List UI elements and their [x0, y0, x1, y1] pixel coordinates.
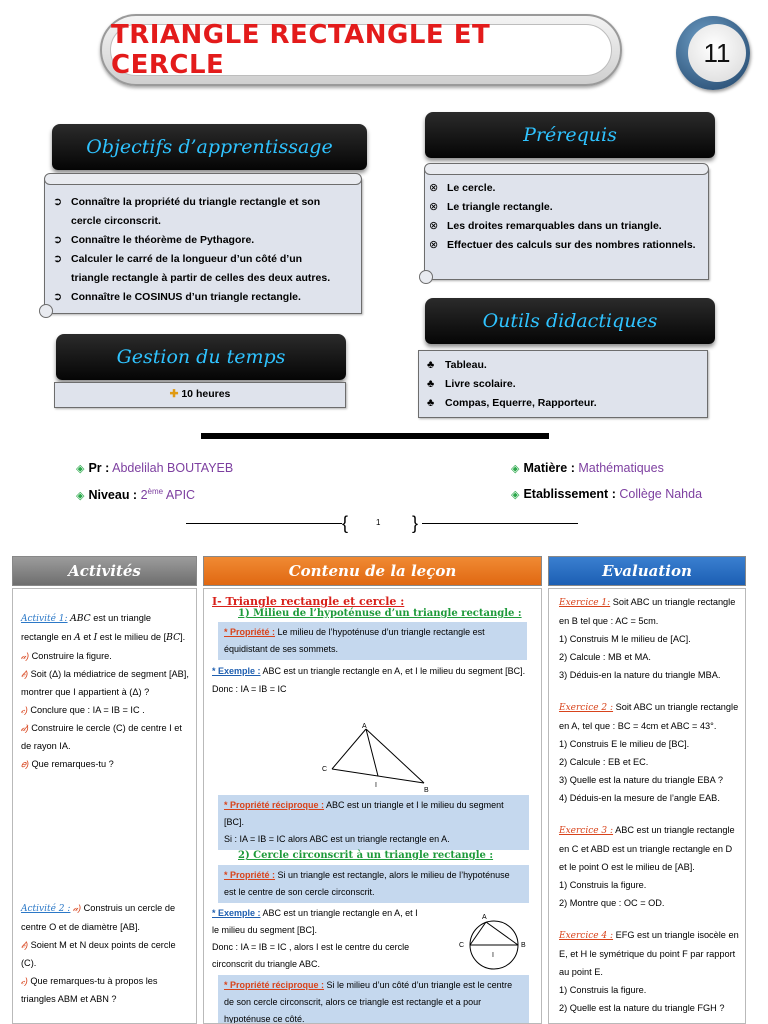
list-item: ⊗ Le cercle. [427, 179, 702, 198]
diamond-icon: ◈ [76, 463, 85, 475]
reciprocal-box-2: * Propriété réciproque : Si le milieu d’un côté d’un triangle est le centre de son cercle circonscrit, alors ce triangle est rectangle et a pour hypoténuse ce côté. [218, 975, 529, 1024]
exercise-2-label: Exercice 2 : [559, 703, 614, 713]
objectifs-header [52, 124, 367, 170]
arrow-icon: ➲ [53, 291, 63, 303]
svg-text:A: A [362, 723, 367, 730]
prof-info: ◈ Pr : Abdelilah BOUTAYEB [76, 461, 234, 475]
exercise-1-label: Exercice 1: [559, 598, 611, 608]
objectifs-list [51, 193, 341, 307]
chapter-badge [676, 16, 750, 90]
clock-icon: ✚ [169, 388, 179, 400]
svg-text:C: C [459, 942, 465, 949]
exercise-3-label: Exercice 3 : [559, 826, 614, 836]
diamond-icon: ◈ [511, 489, 520, 501]
diamond-icon: ◈ [511, 463, 520, 475]
contenu-header: Contenu de la leçon [203, 556, 542, 586]
activites-header: Activités [12, 556, 197, 586]
activites-column: Activité 1: ABC est un triangle rectangle en A et I est le milieu de [BC]. 𝒶) Construire la figure. 𝒷) Soit (Δ) la médiatrice de segment [AB], montrer que I appartient à (Δ) ? 𝒸) Conclure que : IA = IB = IC . 𝒹) Construire le cercle (C) de centre I et de rayon IA. 𝑒) Que remarques-tu ? Activité 2 : 𝒶) Construis un cercle de centre O et de diamètre [AB]. 𝒷) Soient M et N deux points de cercle (C). 𝒸) Que remarques-tu à propos les triangles ABM et ABN ? [12, 588, 197, 1024]
circled-x-icon: ⊗ [429, 201, 439, 213]
arrow-icon: ➲ [53, 196, 63, 208]
subsection-1: 1) Milieu de l’hypoténuse d’un triangle rectangle : [238, 608, 522, 619]
list-item: ⊗ Les droites remarquables dans un triangle. [427, 217, 702, 236]
prerequis-scroll [424, 168, 709, 280]
outils-scroll [418, 350, 708, 418]
reciprocal-box-1: * Propriété réciproque : ABC est un triangle et I le milieu du segment [BC]. Si : IA = IB = IC alors ABC est un triangle rectangle en A. [218, 795, 529, 850]
list-item: ➲ Connaître le théorème de Pythagore. [51, 231, 341, 250]
svg-text:C: C [322, 766, 328, 773]
activity-2-label: Activité 2 : [21, 904, 71, 914]
conclusion-2: Donc : IA = IB = IC , alors I est le centre du cercle circonscrit du triangle ABC. [212, 942, 410, 969]
page-title: TRIANGLE RECTANGLE ET CERCLE [111, 20, 491, 80]
list-item: ⊗ Le triangle rectangle. [427, 198, 702, 217]
arrow-icon: ➲ [53, 253, 63, 265]
exercise-4-label: Exercice 4 : [559, 931, 614, 941]
list-item: ⊗ Effectuer des calculs sur des nombres rationnels. [427, 236, 702, 255]
list-item: ♣ Livre scolaire. [425, 375, 597, 394]
svg-text:I: I [492, 952, 494, 959]
arrow-icon: ➲ [53, 234, 63, 246]
list-item: ➲ Connaître le COSINUS d’un triangle rectangle. [51, 288, 341, 307]
chapter-number: 11 [688, 24, 746, 82]
gestion-scroll [54, 382, 346, 408]
duration-text: 10 heures [181, 388, 231, 400]
brace-left: { [342, 513, 349, 533]
list-item: ♣ Tableau. [425, 356, 597, 375]
gestion-header [56, 334, 346, 380]
prerequis-list [427, 179, 702, 255]
page-rule-right [422, 523, 578, 524]
outils-list [425, 356, 597, 413]
niveau-info: ◈ Niveau : 2ème APIC [76, 487, 196, 503]
objectifs-heading: Objectifs d’apprentissage [86, 136, 333, 158]
prerequis-heading: Prérequis [523, 124, 617, 146]
list-item: ♣ Compas, Equerre, Rapporteur. [425, 394, 597, 413]
brace-right: } [412, 513, 419, 533]
property-box-2: * Propriété : Si un triangle est rectangle, alors le milieu de l’hypoténuse est le centre de son cercle circonscrit. [218, 865, 529, 903]
section-title: I- Triangle rectangle et cercle : [212, 595, 405, 608]
list-item: ➲ Connaître la propriété du triangle rectangle et son cercle circonscrit. [51, 193, 341, 231]
evaluation-column: Exercice 1: Soit ABC un triangle rectangle en B tel que : AC = 5cm. 1) Construis M le milieu de [AC]. 2) Calcule : MB et MA. 3) Déduis-en la nature du triangle MBA. Exercice 2 : Soit ABC un triangle rectangle en A, tel que : BC = 4cm et ABC = 43°. 1) Construis E le milieu de [BC]. 2) Calcule : EB et EC. 3) Quelle est la nature du triangle EBA ? 4) Déduis-en la mesure de l’angle EAB. Exercice 3 : ABC est un triangle rectangle en C et ABD est un triangle rectangle en D et le point O est le milieu de [AB]. 1) Construis la figure. 2) Montre que : OC = OD. Exercice 4 : EFG est un triangle isocèle en E, et H le symétrique du point F par rapport au point E. 1) Construis la figure. 2) Quelle est la nature du triangle FGH ? [548, 588, 746, 1024]
contenu-column: I- Triangle rectangle et cercle : 1) Milieu de l’hypoténuse d’un triangle rectangle : * Propriété : Le milieu de l’hypoténuse d’un triangle rectangle est équidistant de ses sommets. * Exemple : ABC est un triangle rectangle en A, et I le milieu du segment [BC]. Donc : IA = IB = IC A C B I * Propriété réciproque : ABC est un triangle et I le milieu du segment [BC]. Si : IA = IB = IC alors ABC est un triangle rectangle en A. 2) Cercle circonscrit à un triangle rectangle : * Propriété : Si un triangle est rectangle, alors le milieu de l’hypoténuse est le centre de son cercle circonscrit. * Exemple : ABC est un triangle rectangle en A, et I le milieu du segment [BC]. Donc : IA = IB = IC , alors I est le centre du cercle circonscrit du triangle ABC. A C B I * Propriété réciproque : Si le milieu d’un côté d’un triangle est le centre de son cercle circonscrit, alors ce triangle est rectangle et a pour hypoténuse ce côté. [203, 588, 542, 1024]
svg-text:A: A [482, 914, 487, 921]
club-icon: ♣ [427, 359, 435, 371]
svg-text:I: I [375, 782, 377, 789]
svg-text:B: B [521, 942, 526, 949]
club-icon: ♣ [427, 397, 435, 409]
page-number: 1 [376, 518, 381, 527]
outils-heading: Outils didactiques [482, 310, 658, 332]
etablissement-info: ◈ Etablissement : Collège Nahda [511, 487, 703, 501]
subsection-2: 2) Cercle circonscrit à un triangle rectangle : [238, 850, 494, 861]
circled-x-icon: ⊗ [429, 220, 439, 232]
objectifs-scroll [44, 178, 362, 314]
conclusion-1: Donc : IA = IB = IC [212, 684, 287, 694]
outils-header [425, 298, 715, 344]
property-box-1: * Propriété : Le milieu de l’hypoténuse d’un triangle rectangle est équidistant de ses sommets. [218, 622, 527, 660]
svg-text:B: B [424, 787, 429, 794]
diamond-icon: ◈ [76, 490, 85, 503]
gestion-heading: Gestion du temps [116, 346, 286, 368]
matiere-info: ◈ Matière : Mathématiques [511, 461, 664, 475]
club-icon: ♣ [427, 378, 435, 390]
page-rule-left [186, 523, 342, 524]
separator-bar [201, 433, 549, 439]
triangle-figure [314, 719, 434, 795]
circled-x-icon: ⊗ [429, 182, 439, 194]
evaluation-header: Evaluation [548, 556, 746, 586]
prerequis-header [425, 112, 715, 158]
title-banner [100, 14, 622, 86]
list-item: ➲ Calculer le carré de la longueur d’un côté d’un triangle rectangle à partir de celles des deux autres. [51, 250, 341, 288]
circled-x-icon: ⊗ [429, 239, 439, 251]
circle-figure [454, 907, 534, 973]
activity-1-label: Activité 1: [21, 614, 68, 624]
